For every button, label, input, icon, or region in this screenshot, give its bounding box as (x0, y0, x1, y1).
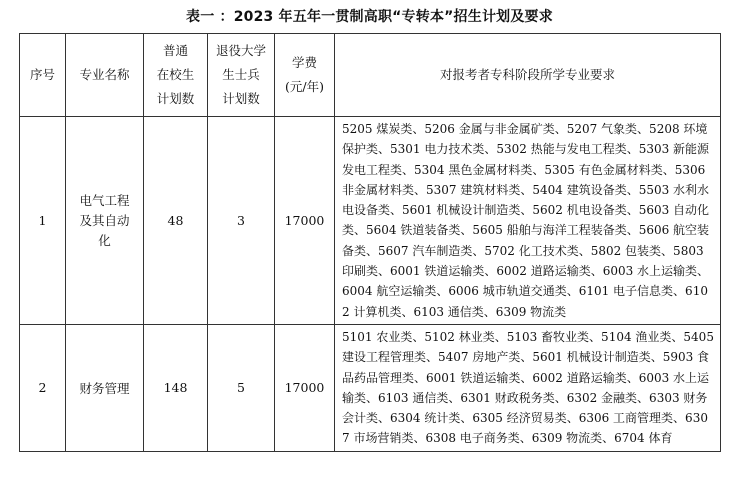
cell-school-plan: 48 (144, 117, 208, 325)
cell-tuition: 17000 (275, 117, 335, 325)
page-title: 表一 ：2023 年五年一贯制高职“专转本”招生计划及要求 (186, 9, 553, 25)
cell-requirement: 5101 农业类、5102 林业类、5103 畜牧业类、5104 渔业类、5405 建设工程管理类、5407 房地产类、5601 机械设计制造类、5903 食品药品管理类、6001 铁道运输类、6002 道路运输类、6003 水上运输类、6103 通信类、6301 财政税务类、6302 金融类、6303 财务会计类、6304 统计类、6305 经济贸易类、6306 工商管理类、6307 市场营销类、6308 电子商务类、6309 物流类、6704 体育 (335, 325, 721, 452)
table-row (20, 117, 721, 325)
cell-major: 财务管理 (66, 325, 144, 452)
admission-plan-table (19, 33, 721, 452)
table-header-row (20, 34, 721, 117)
cell-veteran-plan: 5 (208, 325, 275, 452)
cell-seq: 1 (20, 117, 66, 325)
cell-major: 电气工程 及其自动 化 (66, 117, 144, 325)
header-school-plan: 普通 在校生 计划数 (144, 34, 208, 117)
header-seq: 序号 (20, 34, 66, 117)
cell-tuition: 17000 (275, 325, 335, 452)
cell-seq: 2 (20, 325, 66, 452)
cell-veteran-plan: 3 (208, 117, 275, 325)
header-veteran-plan: 退役大学 生士兵 计划数 (208, 34, 275, 117)
header-major: 专业名称 (66, 34, 144, 117)
header-requirement: 对报考者专科阶段所学专业要求 (335, 34, 721, 117)
cell-school-plan: 148 (144, 325, 208, 452)
header-tuition: 学费 (元/年) (275, 34, 335, 117)
table-row (20, 325, 721, 452)
cell-requirement: 5205 煤炭类、5206 金属与非金属矿类、5207 气象类、5208 环境保护类、5301 电力技术类、5302 热能与发电工程类、5303 新能源发电工程类、5304 黑色金属材料类、5305 有色金属材料类、5306 非金属材料类、5307 建筑材料类、5404 建筑设备类、5503 水利水电设备类、5601 机械设计制造类、5602 机电设备类、5603 自动化类、5604 铁道装备类、5605 船舶与海洋工程装备类、5606 航空装备类、5607 汽车制造类、5702 化工技术类、5802 包装类、5803 印刷类、6001 铁道运输类、6002 道路运输类、6003 水上运输类、6004 航空运输类、6006 城市轨道交通类、6101 电子信息类、6102 计算机类、6103 通信类、6309 物流类 (335, 117, 721, 325)
